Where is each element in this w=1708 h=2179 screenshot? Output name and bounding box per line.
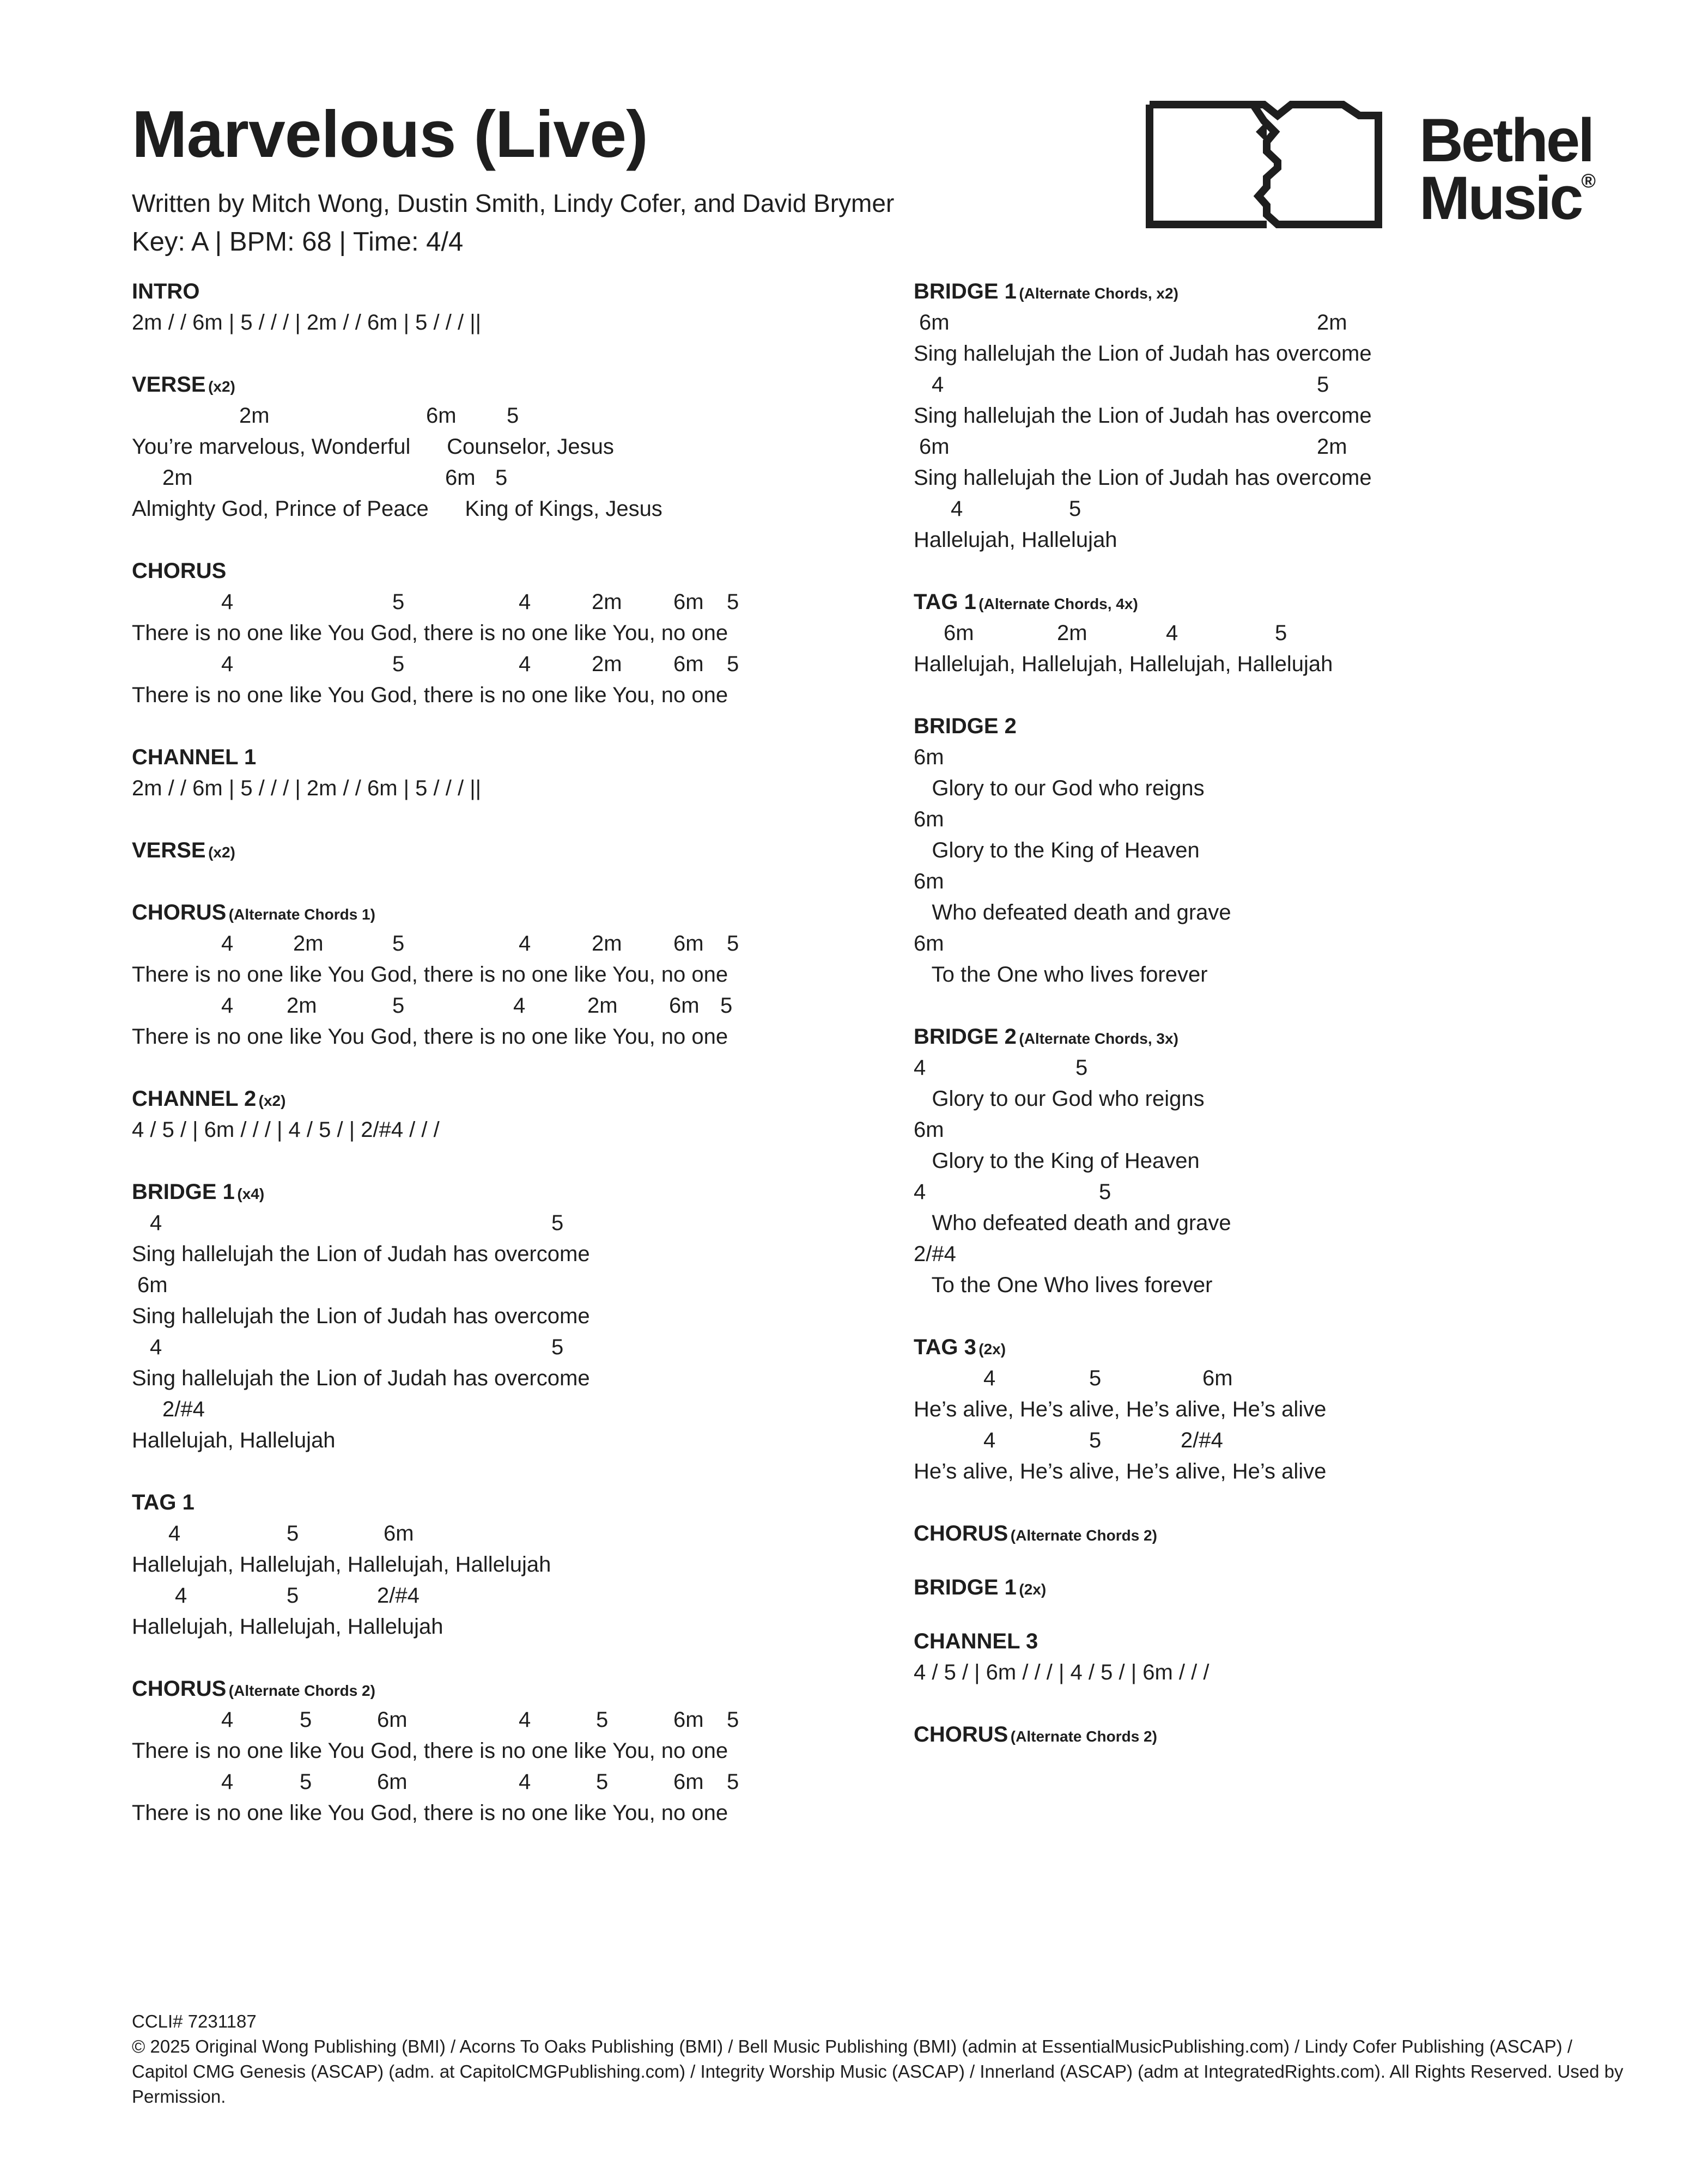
section-name: TAG 1	[914, 590, 976, 614]
section-heading	[132, 742, 840, 773]
section-heading	[914, 1572, 1622, 1603]
lyric-line: 2m / / 6m | 5 / / / | 2m / / 6m | 5 / / / ||	[132, 776, 481, 800]
chord: 5	[507, 404, 519, 428]
chord: 5	[300, 1770, 312, 1794]
chord: 4	[175, 1584, 187, 1608]
chord: 6m	[377, 1770, 408, 1794]
song-section	[132, 1177, 840, 1456]
section-heading	[914, 1332, 1622, 1363]
section-heading	[914, 587, 1622, 618]
song-section	[132, 1084, 840, 1146]
chord: 5	[392, 590, 405, 614]
chord: 5	[392, 994, 405, 1018]
lyric-line: There is no one like You God, there is no one like You, no one	[132, 1025, 728, 1049]
section-heading	[132, 1084, 840, 1115]
section-note: (x2)	[208, 844, 235, 861]
section-note: (Alternate Chords, x2)	[1019, 285, 1178, 302]
song-section	[914, 587, 1622, 680]
lyric-line: Glory to the King of Heaven	[914, 838, 1200, 862]
chord-line	[132, 1580, 840, 1611]
chord: 5	[727, 652, 739, 676]
section-name: BRIDGE 1	[132, 1180, 235, 1204]
chord: 2m	[1317, 435, 1347, 459]
song-section	[132, 276, 840, 338]
lyric-line: Sing hallelujah the Lion of Judah has overcome	[132, 1242, 590, 1266]
chord: 2/#4	[1181, 1428, 1223, 1452]
chord: 2m	[1057, 621, 1087, 645]
section-note: (x2)	[258, 1092, 286, 1109]
section-note: (x2)	[208, 378, 235, 395]
lyric-line: Almighty God, Prince of Peace King of Kings, Jesus	[132, 497, 662, 521]
lyric-line: To the One who lives forever	[914, 963, 1208, 987]
section-note: (2x)	[978, 1341, 1006, 1358]
chord: 4	[221, 1708, 234, 1732]
section-note: (Alternate Chords, 4x)	[978, 595, 1138, 612]
chord: 4	[951, 497, 963, 521]
chord-line	[914, 1425, 1622, 1456]
lyric-line: Sing hallelujah the Lion of Judah has overcome	[914, 342, 1372, 366]
song-meta-key-bpm-time: Key: A | BPM: 68 | Time: 4/4	[132, 227, 464, 257]
chord: 4	[168, 1521, 181, 1545]
chord: 5	[596, 1770, 609, 1794]
lyric-line: Hallelujah, Hallelujah, Hallelujah, Hallelujah	[132, 1553, 551, 1577]
chord: 2m	[592, 932, 622, 955]
chord: 4	[221, 652, 234, 676]
chord: 4	[932, 373, 944, 397]
lyric-line: 6m	[914, 869, 944, 893]
song-section	[132, 835, 840, 866]
chord: 4	[519, 590, 531, 614]
chord: 5	[495, 466, 508, 490]
chord-line	[132, 1394, 840, 1425]
lyric-line: Glory to our God who reigns	[914, 1087, 1205, 1111]
chord: 5	[300, 1708, 312, 1732]
song-section	[914, 276, 1622, 556]
chord: 2m	[162, 466, 193, 490]
lyric-line: 6m	[914, 932, 944, 955]
chord: 4	[221, 994, 234, 1018]
lyric-line: Sing hallelujah the Lion of Judah has overcome	[132, 1304, 590, 1328]
chord: 5	[1099, 1180, 1111, 1204]
ccli-number: CCLI# 7231187	[132, 2011, 257, 2031]
chord: 6m	[919, 435, 950, 459]
lyric-line: There is no one like You God, there is no one like You, no one	[132, 1739, 728, 1763]
logo-line-1: Bethel	[1419, 106, 1593, 174]
chord-line	[914, 431, 1622, 462]
section-note: (Alternate Chords, 3x)	[1019, 1030, 1178, 1047]
chord: 5	[1075, 1056, 1088, 1080]
chord: 6m	[426, 404, 457, 428]
song-section	[132, 369, 840, 525]
bethel-music-logo-text	[1419, 106, 1596, 233]
chord: 5	[727, 932, 739, 955]
song-section	[914, 711, 1622, 990]
section-name: BRIDGE 2	[914, 1025, 1017, 1049]
section-heading	[132, 276, 840, 307]
chord: 2m	[1317, 311, 1347, 334]
chord: 4	[983, 1428, 996, 1452]
song-section	[914, 1021, 1622, 1301]
chord-line	[914, 1177, 1622, 1208]
chord: 5	[551, 1211, 564, 1235]
chord: 4	[150, 1211, 162, 1235]
chord: 2/#4	[377, 1584, 420, 1608]
lyric-line: Who defeated death and grave	[914, 1211, 1231, 1235]
chord: 2m	[592, 652, 622, 676]
song-section	[132, 1487, 840, 1642]
section-name: CHANNEL 1	[132, 745, 257, 769]
section-heading	[914, 1518, 1622, 1549]
left-column	[132, 276, 840, 1860]
lyric-line: 4 / 5 / | 6m / / / | 4 / 5 / | 2/#4 / / /	[132, 1118, 440, 1142]
chord-line	[132, 1518, 840, 1549]
chord-line	[132, 462, 840, 494]
section-name: CHORUS	[132, 559, 227, 583]
lyric-line: Sing hallelujah the Lion of Judah has overcome	[914, 466, 1372, 490]
chord: 4	[221, 932, 234, 955]
chord: 6m	[673, 590, 704, 614]
section-name: CHANNEL 3	[914, 1629, 1038, 1653]
chord: 4	[221, 1770, 234, 1794]
chord: 5	[727, 1708, 739, 1732]
chord: 6m	[673, 1708, 704, 1732]
chord: 4	[150, 1335, 162, 1359]
section-note: (Alternate Chords 1)	[228, 906, 375, 923]
chord: 2/#4	[162, 1397, 205, 1421]
section-name: BRIDGE 1	[914, 1575, 1017, 1599]
section-heading	[132, 1673, 840, 1705]
lyric-line: Hallelujah, Hallelujah, Hallelujah, Hallelujah	[914, 652, 1333, 676]
chord: 4	[519, 652, 531, 676]
chord: 5	[720, 994, 733, 1018]
song-section	[132, 897, 840, 1052]
section-name: TAG 1	[132, 1490, 194, 1514]
chord: 6m	[669, 994, 700, 1018]
chord: 5	[1317, 373, 1329, 397]
section-note: (Alternate Chords 2)	[1010, 1728, 1157, 1745]
chord: 6m	[377, 1708, 408, 1732]
chord-line	[132, 1332, 840, 1363]
chord: 5	[1089, 1366, 1102, 1390]
chord: 4	[519, 932, 531, 955]
chord: 4	[513, 994, 526, 1018]
section-heading	[914, 276, 1622, 307]
song-section	[914, 1572, 1622, 1603]
chord-line	[914, 618, 1622, 649]
song-section	[914, 1719, 1622, 1750]
chord: 4	[983, 1366, 996, 1390]
lyric-line: There is no one like You God, there is no one like You, no one	[132, 683, 728, 707]
chord: 5	[727, 590, 739, 614]
section-note: (x4)	[237, 1185, 265, 1202]
lyric-line: Sing hallelujah the Lion of Judah has overcome	[132, 1366, 590, 1390]
lyric-line: 4 / 5 / | 6m / / / | 4 / 5 / | 6m / / /	[914, 1660, 1209, 1684]
lyric-line: There is no one like You God, there is no one like You, no one	[132, 1801, 728, 1825]
section-heading	[914, 1021, 1622, 1052]
copyright-notice: © 2025 Original Wong Publishing (BMI) / Acorns To Oaks Publishing (BMI) / Bell Music Publishing (BMI) (admin at EssentialMusicPublishing.com) / Lindy Cofer Publishing (ASCAP) / Capitol CMG Genesis (ASCAP) (adm. at CapitolCMGPublishing.com) / Integrity Worship Music (ASCAP) / Innerland (ASCAP) (adm at IntegratedRights.com). All Rights Reserved. Used by Permission.	[132, 2036, 1624, 2107]
chord-line	[132, 1208, 840, 1239]
chord: 5	[596, 1708, 609, 1732]
lyric-line: 2/#4	[914, 1242, 956, 1266]
chord-line	[132, 990, 840, 1021]
chord-line	[914, 494, 1622, 525]
chord: 4	[519, 1708, 531, 1732]
chord-line	[914, 1363, 1622, 1394]
chord: 2m	[239, 404, 270, 428]
chord-line	[132, 1270, 840, 1301]
section-name: CHORUS	[132, 1677, 227, 1701]
chord: 6m	[673, 932, 704, 955]
lyric-line: Hallelujah, Hallelujah	[914, 528, 1117, 552]
lyric-line: To the One Who lives forever	[914, 1273, 1213, 1297]
section-name: CHORUS	[914, 1722, 1008, 1746]
chord: 5	[392, 932, 405, 955]
lyric-line: Glory to our God who reigns	[914, 776, 1205, 800]
chord-line	[914, 307, 1622, 338]
lyric-line: You’re marvelous, Wonderful Counselor, Jesus	[132, 435, 614, 459]
song-section	[132, 556, 840, 711]
chord: 6m	[944, 621, 974, 645]
lyric-line: 6m	[914, 1118, 944, 1142]
section-name: VERSE	[132, 373, 206, 397]
chord-line	[132, 1767, 840, 1798]
section-name: BRIDGE 1	[914, 279, 1017, 303]
song-section	[914, 1626, 1622, 1688]
chord-line	[132, 587, 840, 618]
songwriters-credit: Written by Mitch Wong, Dustin Smith, Lindy Cofer, and David Brymer	[132, 189, 895, 217]
chord: 6m	[384, 1521, 414, 1545]
song-section	[914, 1332, 1622, 1487]
section-heading	[132, 369, 840, 400]
chord: 5	[1275, 621, 1287, 645]
chord: 4	[519, 1770, 531, 1794]
chord: 2m	[287, 994, 317, 1018]
lyric-line: He’s alive, He’s alive, He’s alive, He’s alive	[914, 1397, 1327, 1421]
chord-line	[132, 400, 840, 431]
right-column	[914, 276, 1622, 1781]
chord: 4	[221, 590, 234, 614]
section-name: INTRO	[132, 279, 200, 303]
section-heading	[132, 1177, 840, 1208]
chord-line	[914, 369, 1622, 400]
chord: 5	[551, 1335, 564, 1359]
chord-line	[132, 1705, 840, 1736]
chord: 2m	[592, 590, 622, 614]
chord: 5	[287, 1584, 299, 1608]
logo-line-2-word: Music	[1419, 164, 1582, 233]
chord-line	[132, 649, 840, 680]
section-heading	[132, 897, 840, 928]
lyric-line: There is no one like You God, there is no one like You, no one	[132, 963, 728, 987]
section-name: CHANNEL 2	[132, 1087, 257, 1111]
chord: 5	[287, 1521, 299, 1545]
chord: 5	[727, 1770, 739, 1794]
chord: 5	[1069, 497, 1081, 521]
chord: 5	[1089, 1428, 1102, 1452]
chord: 6m	[137, 1273, 168, 1297]
chord: 4	[914, 1056, 926, 1080]
lyric-line: 6m	[914, 745, 944, 769]
chord: 6m	[673, 1770, 704, 1794]
section-heading	[914, 711, 1622, 742]
song-section	[132, 742, 840, 804]
song-section	[914, 1518, 1622, 1549]
lyric-line: There is no one like You God, there is no one like You, no one	[132, 621, 728, 645]
chord: 6m	[673, 652, 704, 676]
lyric-line: Hallelujah, Hallelujah	[132, 1428, 336, 1452]
section-heading	[132, 556, 840, 587]
section-name: BRIDGE 2	[914, 714, 1017, 738]
section-note: (2x)	[1019, 1581, 1047, 1598]
section-name: VERSE	[132, 838, 206, 862]
lyric-line: 6m	[914, 807, 944, 831]
lyric-line: He’s alive, He’s alive, He’s alive, He’s alive	[914, 1459, 1327, 1483]
section-name: CHORUS	[914, 1521, 1008, 1545]
chord: 6m	[445, 466, 476, 490]
chord: 6m	[919, 311, 950, 334]
lyric-line: Glory to the King of Heaven	[914, 1149, 1200, 1173]
section-note: (Alternate Chords 2)	[228, 1682, 375, 1699]
chord-line	[132, 928, 840, 959]
song-section	[132, 1673, 840, 1829]
lyric-line: Sing hallelujah the Lion of Judah has overcome	[914, 404, 1372, 428]
bethel-music-logo-icon	[1144, 99, 1384, 230]
chord-line	[914, 1052, 1622, 1084]
section-heading	[132, 1487, 840, 1518]
lyric-line: Hallelujah, Hallelujah, Hallelujah	[132, 1615, 443, 1639]
footer	[132, 2009, 1625, 2109]
lyric-line: Who defeated death and grave	[914, 900, 1231, 924]
song-title: Marvelous (Live)	[132, 97, 648, 171]
section-note: (Alternate Chords 2)	[1010, 1527, 1157, 1544]
section-name: TAG 3	[914, 1335, 976, 1359]
chord: 2m	[293, 932, 324, 955]
section-name: CHORUS	[132, 900, 227, 924]
chord: 2m	[587, 994, 618, 1018]
chord: 4	[914, 1180, 926, 1204]
logo-line-2	[1419, 164, 1596, 233]
section-heading	[914, 1626, 1622, 1657]
section-heading	[914, 1719, 1622, 1750]
chord: 5	[392, 652, 405, 676]
chord: 4	[1166, 621, 1178, 645]
chord: 6m	[1202, 1366, 1233, 1390]
registered-mark: ®	[1581, 169, 1596, 192]
section-heading	[132, 835, 840, 866]
lyric-line: 2m / / 6m | 5 / / / | 2m / / 6m | 5 / / / ||	[132, 311, 481, 334]
